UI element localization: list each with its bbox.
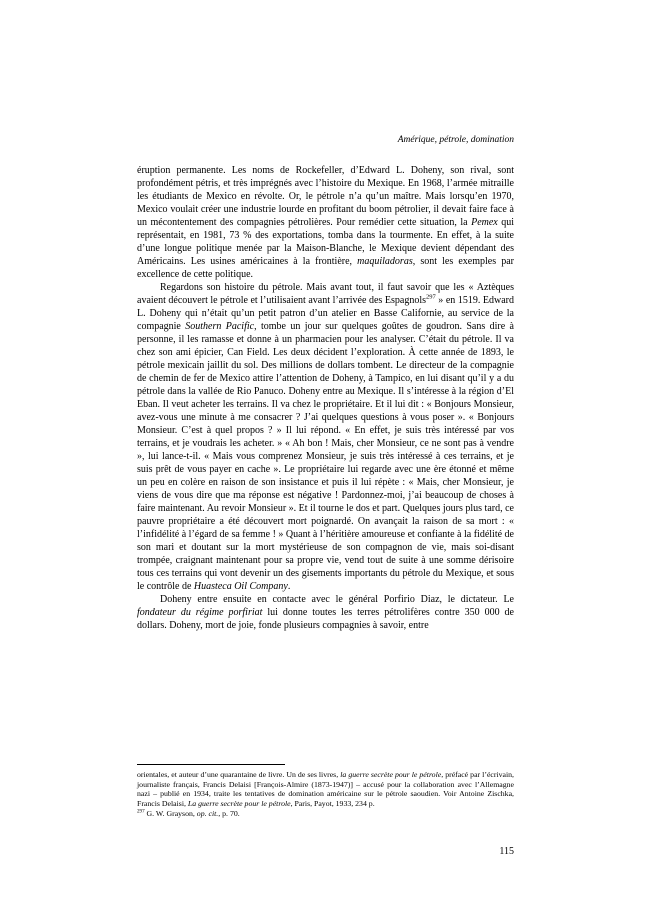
footnote-reference: 297: [137, 808, 145, 815]
text-run: .: [287, 581, 291, 592]
paragraph: [137, 164, 514, 281]
text-run: , sont les exemples par excellence de cette politique.: [137, 256, 514, 280]
page-content: [137, 0, 514, 920]
text-run: , Paris, Payot, 1933, 234 p.: [290, 799, 375, 809]
text-run: , p. 70.: [218, 808, 240, 818]
footnote-reference: 297: [425, 293, 436, 301]
text-run: , tombe un jour sur quelques goûtes de goudron. Sans dire à personne, il les ramasse et donne à un pharmacien pour les analyser. C’était du pétrole. Il va chez son ami épicier, Can Field. Les deux décident l’exploration. À cette année de 1893, le pétrole mexicain jaillit du sol. Des millions de dollars tombent. Le directeur de la compagnie de chemin de fer de Mexico attire l’attention de Doheny, à Tampico, en lui disant qu’il y a du pétrole dans la vallée de Rio Panuco. Doheny entre au Mexique. Il s’intéresse à la région d’El Eban. Il veut acheter les terrains. Il va chez le propriétaire. Et il lui dit : « Bonjours Monsieur, avez-vous une minute à me consacrer ? J’ai quelques questions à vous poser ». « Bonjours Monsieur. C’est à quel propos ? » Il lui répond. « En effet, je suis très intéressé par vos terrains, et je voudrais les acheter. » « Ah bon ! Mais, cher Monsieur, ce ne sont pas à vendre », lui lance-t-il. « Mais vous comprenez Monsieur, je suis très intéressé à ces terrains, et je suis prêt de vous payer en cache ». Le propriétaire lui regarde avec une ère étonné et même un peu en colère en raison de son insistance et puis il lui répète : « Mais, cher Monsieur, je viens de vous dire que ma réponse est négative ! Pardonnez-moi, j’ai beaucoup de choses à faire maintenant. Au revoir Monsieur ». Et il tourne le dos et part. Quelques jours plus tard, ce pauvre propriétaire a été découvert mort poignardé. On avançait la raison de sa mort : « l’infidélité à l’égard de sa femme ! » Quant à l’héritière amoureuse et confiante à la fidélité de son mari et doutant sur la mort mystérieuse de son compagnon de vie, mais soi-disant trompée, craignant maintenant pour sa propre vie, vend tout de suite à une somme dérisoire tous ces terrains qui vont devenir un des gisements importants du pétrole du Mexique, et sous le contrôle de: [137, 321, 514, 592]
emphasized-text: la guerre secrète pour le pétrole: [340, 770, 442, 779]
text-run: Doheny entre ensuite en contacte avec le général Porfirio Diaz, le dictateur. Le: [160, 594, 514, 605]
text-run: éruption permanente. Les noms de Rockefeller, d’Edward L. Doheny, son rival, sont profondément pétris, et très imprégnés avec l’histoire du Mexique. En 1968, l’armée mitraille les étudiants de Mexico en révolte. Or, le pétrole n’a qu’un maître. Mais lorsqu’en 1970, Mexico voulait créer une industrie lourde en profitant du boom pétrolier, il devait faire face à un mécontentement des compagnies pétrolières. Pour remédier cette situation, la: [137, 165, 514, 228]
running-header: Amérique, pétrole, domination: [397, 135, 514, 145]
footnote-separator: [137, 764, 285, 765]
emphasized-text: Southern Pacific: [185, 321, 255, 332]
emphasized-text: Huasteca Oil Company: [193, 581, 288, 592]
emphasized-text: maquiladoras: [357, 256, 413, 267]
text-run: G. W. Grayson,: [144, 808, 197, 818]
text-run: orientales, et auteur d’une quarantaine de livre. Un de ses livres,: [137, 770, 341, 779]
footnotes: [137, 770, 514, 819]
footnote: [137, 809, 514, 819]
emphasized-text: Pemex: [471, 217, 498, 228]
body-text: [137, 164, 514, 762]
emphasized-text: op. cit.: [196, 808, 219, 818]
text-run: » en 1519. Edward L. Doheny qui n’était qu’un petit patron d’un atelier en Basse Californie, au service de la compagnie: [137, 295, 514, 332]
emphasized-text: La guerre secrète pour le pétrole: [187, 799, 291, 809]
footnote: [137, 770, 514, 809]
page-number: 115: [499, 846, 514, 857]
text-run: , préfacé par l’écrivain, journaliste français, Francis Delaisi [François-Almire (1873-1947)] – accusé pour la collaboration avec l’Allemagne nazi – publié en 1934, traite les tentatives de domination américaine sur le pétrole saoudien. Voir Antoine Zischka, Francis Delaisi,: [137, 770, 514, 809]
text-run: lui donne toutes les terres pétrolifères contre 350 000 de dollars. Doheny, mort de joie, fonde plusieurs compagnies à savoir, entre: [137, 607, 514, 631]
text-run: qui représentait, en 1981, 73 % des exportations, tomba dans la tourmente. En effet, à la suite d’une longue politique menée par la Maison-Blanche, le Mexique devient dépendant des Américains. Les usines américaines à la frontière,: [137, 217, 514, 267]
text-run: Regardons son histoire du pétrole. Mais avant tout, il faut savoir que les « Aztèques avaient découvert le pétrole et l’utilisaient avant l’arrivée des Espagnols: [137, 282, 514, 306]
paragraph: [137, 281, 514, 593]
paragraph: [137, 593, 514, 632]
emphasized-text: fondateur du régime porfiriat: [137, 607, 263, 618]
